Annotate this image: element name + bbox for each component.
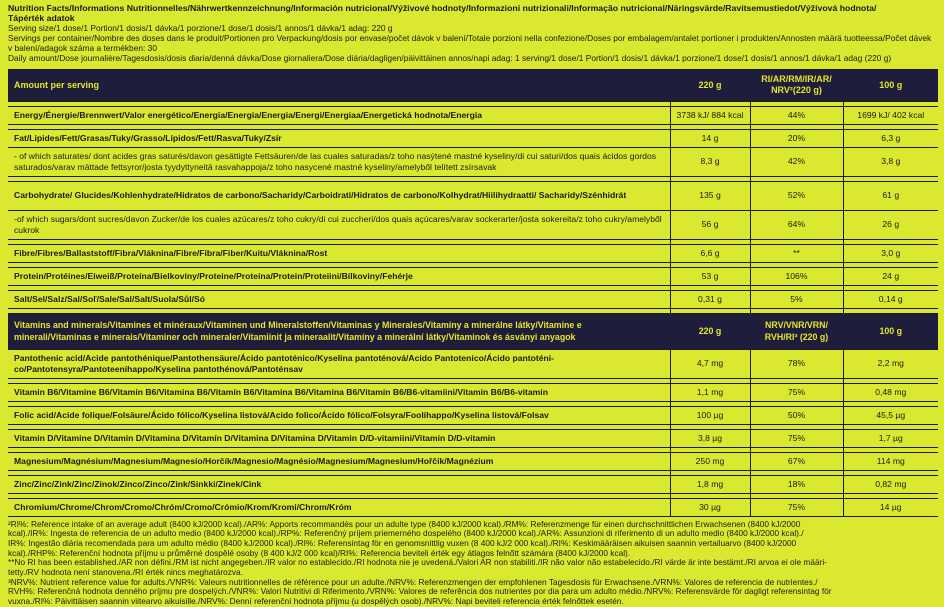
value-100g: 45,5 µg (843, 406, 938, 424)
table-row (8, 210, 938, 239)
table-row (8, 452, 938, 470)
col-ri-header: RI/AR/RM/IR/AR/ NRV²(220 g) (750, 69, 843, 101)
vitamins-header-row (8, 313, 938, 349)
col-220g-header: 220 g (670, 313, 750, 349)
col-nrv-header: NRV/VNR/VRN/ RVH/RI³ (220 g) (750, 313, 843, 349)
footnote-line: kcal)./IR%: Ingesta de referencia de un adulto medio (8400 kJ/2000 kcal)./RP%: Referenčný príjem priemerného dospelého (8400 kJ/2000 kcal)./AR%: Assunzioni di riferimento di un adulto medio (8400 kJ/2000 kcal)./ (8, 528, 804, 539)
table-row (8, 129, 938, 147)
col-100g-header: 100 g (843, 69, 938, 101)
daily-amount: Daily amount/Dose journalière/Tagesdosis/dosis diaria/denná dávka/Dose giornaliera/Dose diária/dagligen/päivittäinen annos/napi adag: 1 serving/1 dose/1 Portion/1 dosis/1 dávka/1 porzione/1 dose/1 dosis/1 annos/1 dávka/1 adag (220 g) (8, 53, 892, 63)
table-row (8, 349, 938, 378)
value-nrv: 75% (750, 383, 843, 401)
value-100g: 6,3 g (843, 129, 938, 147)
vitamins-minerals-header: Vitamins and minerals/Vitamines et minéraux/Vitaminen und Mineralstoffen/Vitaminas y Minerales/Vitamíny a minerálne látky/Vitamine e minerali/Vitaminas e minerais/Vitaminer och mineraler/Vitamiinit ja mineraalit/Vitamíny a minerální látky/Vitaminok és ásványi anyagok (8, 313, 670, 349)
value-220g: 100 µg (670, 406, 750, 424)
value-220g: 0,31 g (670, 290, 750, 308)
footnote-line: RVH%: Referenčná hodnota denného príjmu pre dospelých./VNR%: Valori Nutritivi di Riferimento./VRN%: Valores de referência dos nutrientes por dia para um adulto médio./NRV%: Referensvärde för dagligt referensintag för (8, 586, 832, 597)
nutrient-label: Zinc/Zinc/Zink/Zinc/Zinok/Zinco/Zinco/Zink/Sinkki/Zinek/Cink (8, 475, 670, 493)
value-220g: 30 µg (670, 498, 750, 516)
footnote-line: **No RI has been established./AR non défini./RM ist nicht angegeben./IR valor no establecido./RI hodnota nie je uvedená./Valori AR non stabiliti./IR não valor não estabelecido./RI värde är inte bestämt./RI arvoa ei ole määri- (8, 557, 827, 568)
nutrient-label: Folic acid/Acide folique/Folsäure/Ácido fólico/Kyselina listová/Acido folico/Ácido fólico/Folsyra/Foolihappo/Kyselina listová/Folsav (8, 406, 670, 424)
table-header-row (8, 69, 938, 101)
amount-per-serving-header: Amount per serving (8, 69, 670, 101)
label-title-cont: Tápérték adatok (8, 13, 75, 24)
value-ri: 44% (750, 106, 843, 124)
value-nrv: 50% (750, 406, 843, 424)
value-220g: 6,6 g (670, 244, 750, 262)
serving-size: Serving size/1 dose/1 Portion/1 dosis/1 dávka/1 porzione/1 dose/1 dosis/1 annos/1 dávka/1 adag: 220 g (8, 23, 393, 33)
nutrition-table (8, 69, 938, 517)
nutrient-label: Chromium/Chrome/Chrom/Cromo/Chróm/Cromo/Crómio/Krom/Kromi/Chrom/Króm (8, 498, 670, 516)
nutrient-label: -of which sugars/dont sucres/davon Zucker/de los cuales azúcares/z toho cukry/di cui zuccheri/dos quais açúcares/varav sockerarter/josta sokereita/z toho cukry/amelyből cukrok (8, 210, 670, 239)
servings-per-container-cont: v balení/adagok száma a termékben: 30 (8, 43, 157, 53)
value-220g: 3,8 µg (670, 429, 750, 447)
table-row (8, 383, 938, 401)
value-220g: 53 g (670, 267, 750, 285)
nutrient-label: - of which saturates/ dont acides gras saturés/davon gesättigte Fettsäuren/de las cuales saturadas/z toho nasýtené mastné kyseliny/di cui saturi/dos quais ácidos gordos saturados/varav mättade fettsyror/josta tyydyttyneitä rasvahappoja/z toho nasycené mastné kyseliny/amelyből telített zsírsavak (8, 147, 670, 176)
value-ri: 64% (750, 210, 843, 239)
value-ri: 20% (750, 129, 843, 147)
value-ri: ** (750, 244, 843, 262)
value-220g: 14 g (670, 129, 750, 147)
label-title: Nutrition Facts/Informations Nutritionnelles/Nährwertkennzeichnung/Información nutricional/Výživové hodnoty/Informazioni nutrizionali/Informação nutricional/Näringsvärde/Ravitsemustiedot/Výživová hodnota/ (8, 3, 877, 13)
nutrient-label: Fibre/Fibres/Ballaststoff/Fibra/Vláknina/Fibre/Fibra/Fiber/Kuitu/Vláknina/Rost (8, 244, 670, 262)
nutrient-label: Energy/Énergie/Brennwert/Valor energético/Energia/Energia/Energia/Energi/Energiaa/Energetická hodnota/Energia (8, 106, 670, 124)
value-100g: 1699 kJ/ 402 kcal (843, 106, 938, 124)
value-nrv: 75% (750, 429, 843, 447)
value-nrv: 75% (750, 498, 843, 516)
value-100g: 3,0 g (843, 244, 938, 262)
table-row (8, 147, 938, 176)
col-220g-header: 220 g (670, 69, 750, 101)
nutrient-label: Protein/Protéines/Eiweiß/Proteína/Bielkoviny/Proteine/Proteína/Protein/Proteiini/Bílkoviny/Fehérje (8, 267, 670, 285)
nutrient-label: Pantothenic acid/Acide pantothénique/Pantothensäure/Ácido pantoténico/Kyselina pantoténová/Acido Pantotenico/Ácido pantoténi-co/Pantotensyra/Pantoteenihappo/Kyselina pantothénová/Pantoténsav (8, 349, 670, 378)
value-100g: 0,48 mg (843, 383, 938, 401)
table-row (8, 290, 938, 308)
value-220g: 1,8 mg (670, 475, 750, 493)
table-row (8, 267, 938, 285)
table-row (8, 106, 938, 124)
value-ri: 42% (750, 147, 843, 176)
value-ri: 106% (750, 267, 843, 285)
label-header (8, 3, 938, 64)
footnote-line: kcal)./RHP%: Referenční hodnota příjmu u průměrné dospělé osoby (8 400 kJ/2 000 kcal)/RI%: Referencia beviteli érték egy átlagos felnőtt számára (8400 kJ/2000 kcal). (8, 547, 631, 558)
table-row (8, 429, 938, 447)
value-100g: 14 µg (843, 498, 938, 516)
nutrient-label: Salt/Sel/Salz/Sal/Soľ/Sale/Sal/Salt/Suola/Sůl/Só (8, 290, 670, 308)
value-220g: 1,1 mg (670, 383, 750, 401)
value-nrv: 67% (750, 452, 843, 470)
table-row (8, 475, 938, 493)
value-nrv: 78% (750, 349, 843, 378)
table-row (8, 244, 938, 262)
value-100g: 0,82 mg (843, 475, 938, 493)
value-220g: 4,7 mg (670, 349, 750, 378)
nutrient-label: Fat/Lipides/Fett/Grasas/Tuky/Grasso/Lípidos/Fett/Rasva/Tuky/Zsír (8, 129, 670, 147)
value-100g: 114 mg (843, 452, 938, 470)
value-220g: 135 g (670, 181, 750, 210)
value-220g: 56 g (670, 210, 750, 239)
footnote-line: ²RI%: Reference intake of an average adult (8400 kJ/2000 kcal)./AR%: Apports recommandés pour un adulte type (8400 kJ/2000 kcal)./RM%: Referenzmenge für einen durchschnittlichen Erwachsenen (8400 kJ/2000 (8, 518, 801, 529)
footnotes (8, 520, 938, 607)
nutrient-label: Vitamin B6/Vitamine B6/Vitamin B6/Vitamina B6/Vitamín B6/Vitamina B6/Vitamina B6/Vitamin B6/B6-vitamiini/Vitamin B6/B6-vitamin (8, 383, 670, 401)
footnote-line: tetty./RV hodnota není stanovena./RI érték nincs meghatározva. (8, 567, 243, 578)
nutrient-label: Vitamin D/Vitamine D/Vitamin D/Vitamina D/Vitamín D/Vitamina D/Vitamina D/Vitamin D/D-vitamiini/Vitamin D/D-vitamin (8, 429, 670, 447)
table-row (8, 406, 938, 424)
value-100g: 0,14 g (843, 290, 938, 308)
value-100g: 2,2 mg (843, 349, 938, 378)
servings-per-container: Servings per container/Nombre des doses dans le produit/Portionen pro Verpackung/dosis por envase/počet dávok v balení/Totale porzioni nella confezione/Doses por embalagem/antalet portioner i produkten/Annosten määrä tuotteessa/Počet dávek (8, 33, 932, 43)
footnote-line: ³NRV%: Nutrient reference value for adults./VNR%: Valeurs nutritionnelles de référence pour un adulte./NRV%: Referenzmengen der empfohlenen Tagesdosis für Erwachsene./VRN%: Valores de referencia de nutrientes./ (8, 576, 818, 587)
footnote-line: IR%: Ingestão diária recomendada para um adulto médio (8400 kJ/2000 kcal)./RI%: Referensintag för en genomsnittlig vuxen (8 400 kJ/2 000 kcal)./RI%: Keskimääräisen aikuisen saannin vertailuarvo (8400 kJ/2000 (8, 537, 797, 548)
table-row (8, 498, 938, 516)
col-100g-header: 100 g (843, 313, 938, 349)
footnote-line: vuxna./RI%: Päivittäisen saannin viitearvo aikuisille./NRV%: Denní referenční hodnota příjmu (u dospělých osob)./NRV%: Napi beviteli referencia érték felnőttek esetén. (8, 596, 624, 607)
value-nrv: 18% (750, 475, 843, 493)
value-220g: 3738 kJ/ 884 kcal (670, 106, 750, 124)
value-100g: 1,7 µg (843, 429, 938, 447)
value-100g: 24 g (843, 267, 938, 285)
nutrient-label: Magnesium/Magnésium/Magnesium/Magnesio/Horčík/Magnesio/Magnésio/Magnesium/Magnesium/Hořčík/Magnézium (8, 452, 670, 470)
value-220g: 250 mg (670, 452, 750, 470)
value-100g: 61 g (843, 181, 938, 210)
value-100g: 26 g (843, 210, 938, 239)
value-ri: 52% (750, 181, 843, 210)
table-row (8, 181, 938, 210)
nutrient-label: Carbohydrate/ Glucides/Kohlenhydrate/Hidratos de carbono/Sacharidy/Carboidrati/Hidratos de carbono/Kolhydrat/Hiilihydraatti/ Sacharidy/Szénhidrát (8, 181, 670, 210)
value-220g: 8,3 g (670, 147, 750, 176)
value-ri: 5% (750, 290, 843, 308)
value-100g: 3,8 g (843, 147, 938, 176)
